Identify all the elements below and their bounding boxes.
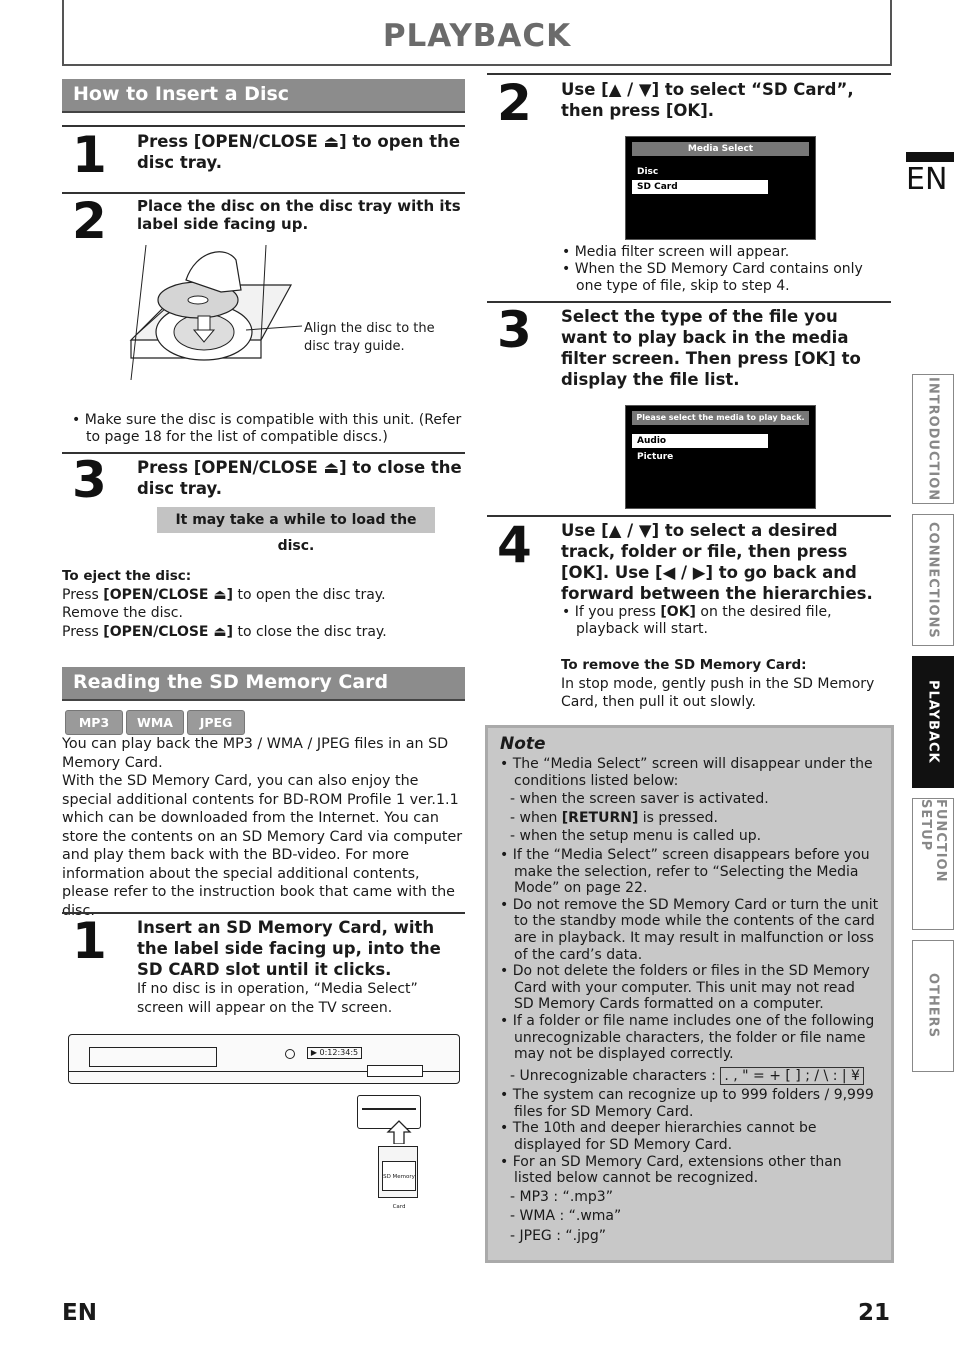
unrecognizable-chars: . , " = + [ ] ; / \ : | ¥ — [720, 1067, 864, 1085]
step-number: 3 — [72, 451, 107, 509]
button-ref: [RETURN] — [561, 809, 639, 826]
tab-label: CONNECTIONS — [925, 521, 941, 639]
tab-introduction[interactable] — [912, 374, 954, 504]
format-badges — [65, 710, 248, 735]
illustration-caption: Align the disc to the disc tray guide. — [304, 321, 435, 354]
remove-text: In stop mode, gently push in the SD Memory Card, then pull it out slowly. — [561, 675, 875, 710]
menu-item-sd-card[interactable]: SD Card — [632, 180, 768, 194]
bullet-text: Media filter screen will appear. — [574, 244, 790, 260]
step-number: 1 — [72, 126, 107, 184]
list-item: • Media filter screen will appear. — [562, 244, 790, 260]
page-title-box — [62, 0, 892, 66]
step-number: 4 — [497, 516, 532, 574]
sub-text: when the setup menu is called up. — [519, 828, 762, 845]
bullet-text: For an SD Memory Card, extensions other than listed below cannot be recognized. — [512, 1153, 842, 1187]
tab-playback[interactable] — [912, 656, 954, 788]
list-item: • If the “Media Select” screen disappears before you make the selection, refer to “Selecting the Media Mode” on page 22. — [500, 846, 870, 897]
list-subitem: - Unrecognizable characters : . , " = + [ ] ; / \ : | ¥ — [500, 1068, 879, 1085]
sub-text: MP3 : “.mp3” — [519, 1188, 613, 1205]
eject-line-3 — [62, 623, 462, 642]
note-title: Note — [500, 734, 546, 754]
card-label: SD Memory Card — [382, 1161, 416, 1191]
bullet-text: The system can recognize up to 999 folders / 9,999 files for SD Memory Card. — [512, 1087, 874, 1120]
sub-text: Unrecognizable characters : — [519, 1067, 721, 1084]
text: on the desired file, playback will start. — [576, 604, 832, 637]
eject-title: To eject the disc: — [62, 568, 192, 584]
load-note: It may take a while to load the disc. — [157, 507, 435, 533]
eject-line-1 — [62, 586, 462, 605]
list-item: • For an SD Memory Card, extensions other than listed below cannot be recognized. — [500, 1153, 842, 1187]
badge-wma: WMA — [126, 710, 184, 735]
divider — [62, 912, 465, 914]
sd-intro — [62, 735, 467, 920]
screen-title-bar: Please select the media to play back. — [632, 411, 809, 425]
step2-bullets — [562, 244, 882, 295]
button-ref: [OPEN/CLOSE ⏏] — [103, 623, 233, 640]
note-box — [485, 725, 894, 1263]
lang-marker — [906, 152, 954, 162]
list-item: • Make sure the disc is compatible with this unit. (Refer to page 18 for the list of compatible discs.) — [72, 412, 462, 445]
step-text: Use [▲ / ▼] to select a desired track, folder or file, then press [OK]. Use [◀ / ▶] to go back and forward between the hierarchies. — [561, 521, 873, 603]
paragraph: You can play back the MP3 / WMA / JPEG files in an SD Memory Card. — [62, 736, 449, 771]
text: to close the disc tray. — [233, 623, 387, 640]
tab-label: OTHERS — [925, 973, 941, 1039]
step-text: Insert an SD Memory Card, with the label side facing up, into the SD CARD slot until it clicks. — [137, 918, 441, 979]
step-number: 3 — [497, 301, 532, 359]
text: If you press — [574, 604, 661, 620]
button-ref: [OPEN/CLOSE ⏏] — [103, 586, 233, 603]
list-subitem: - when the setup menu is called up. — [510, 828, 762, 845]
tab-connections[interactable] — [912, 514, 954, 646]
eject-line-2: Remove the disc. — [62, 605, 183, 621]
list-subitem: - WMA : “.wma” — [510, 1208, 622, 1225]
sd-slot — [367, 1065, 423, 1077]
screen-title-bar: Media Select — [632, 142, 809, 156]
list-subitem: - when the screen saver is activated. — [510, 791, 769, 808]
bullet-text: When the SD Memory Card contains only one type of file, skip to step 4. — [574, 261, 863, 294]
sd-card-illustration — [378, 1146, 418, 1210]
text: when — [519, 809, 562, 826]
remove-title: To remove the SD Memory Card: — [561, 657, 807, 673]
bullet-text: Make sure the disc is compatible with this unit. (Refer to page 18 for the list of compatible discs.) — [84, 412, 462, 445]
bullet-text: The 10th and deeper hierarchies cannot be displayed for SD Memory Card. — [512, 1120, 817, 1154]
tab-label: FUNCTION SETUP — [918, 799, 948, 883]
sub-text: JPEG : “.jpg” — [519, 1228, 607, 1245]
tab-function-setup[interactable] — [912, 798, 954, 930]
paragraph: With the SD Memory Card, you can also enjoy the special additional contents for BD-ROM Profile 1 ver.1.1 which can be downloaded from the Internet. You can store the contents on an SD Memory Card via computer and play them back with the BD-video. For more information about the special additional contents, please refer to the instruction book that came with the disc. — [62, 773, 463, 919]
step-text: Place the disc on the disc tray with its label side facing up. — [137, 197, 461, 233]
divider — [487, 515, 891, 517]
list-item: • The “Media Select” screen will disappear under the conditions listed below: — [500, 756, 873, 789]
menu-item-audio[interactable]: Audio — [632, 434, 768, 448]
divider — [487, 73, 891, 75]
text: Press — [62, 586, 104, 603]
divider — [487, 301, 891, 303]
bullet-text: The “Media Select” screen will disappear under the conditions listed below: — [512, 756, 873, 789]
text: is pressed. — [638, 809, 718, 826]
step-number: 1 — [72, 912, 107, 970]
badge-mp3: MP3 — [65, 710, 123, 735]
sub-text: WMA : “.wma” — [519, 1208, 622, 1225]
note-list — [500, 756, 879, 1245]
disc-tray-illustration — [126, 240, 306, 388]
text: Press — [62, 623, 104, 640]
tab-label: INTRODUCTION — [925, 376, 941, 502]
list-item: • If you press [OK] on the desired file, playback will start. — [562, 604, 832, 637]
slot-line — [362, 1108, 416, 1110]
section-heading-insert-disc: How to Insert a Disc — [62, 79, 465, 113]
tab-label: PLAYBACK — [925, 680, 941, 764]
player-illustration — [68, 1034, 460, 1084]
insert-arrow-icon — [386, 1120, 412, 1144]
step-subtext: If no disc is in operation, “Media Select” screen will appear on the TV screen. — [137, 981, 418, 1016]
page-number: 21 — [858, 1300, 891, 1326]
footer-lang: EN — [62, 1300, 97, 1326]
step-text: Press [OPEN/CLOSE ⏏] to open the disc tray. — [137, 132, 461, 172]
step-text: Press [OPEN/CLOSE ⏏] to close the disc tray. — [137, 458, 462, 498]
media-filter-screen — [625, 405, 816, 509]
list-subitem: - MP3 : “.mp3” — [510, 1188, 613, 1205]
divider — [62, 452, 465, 454]
media-select-screen — [625, 136, 816, 240]
list-item: • Do not delete the folders or files in the SD Memory Card with your computer. This unit may not read SD Memory Cards formatted on a computer. — [500, 963, 870, 1013]
power-icon — [285, 1049, 295, 1059]
page-title: PLAYBACK — [382, 18, 572, 54]
sub-text: when the screen saver is activated. — [519, 791, 769, 808]
bullet-text: Do not delete the folders or files in the SD Memory Card with your computer. This unit may not read SD Memory Cards formatted on a computer. — [512, 963, 870, 1013]
list-item: • Do not remove the SD Memory Card or turn the unit to the standby mode while the contents of the card are in playback. It may result in malfunction or loss of the card’s data. — [500, 896, 879, 963]
section-heading-sd-card: Reading the SD Memory Card — [62, 667, 465, 701]
divider — [62, 192, 465, 194]
list-item: • When the SD Memory Card contains only one type of file, skip to step 4. — [562, 261, 863, 294]
list-subitem: - when [RETURN] is pressed. — [510, 809, 718, 826]
menu-item-picture[interactable]: Picture — [637, 452, 674, 462]
button-ref: [OK] — [660, 604, 696, 620]
tab-others[interactable] — [912, 940, 954, 1072]
bullet-text: If a folder or file name includes one of the following unrecognizable characters, the folder or file name may not be displayed correctly. — [512, 1012, 875, 1063]
step-text: Select the type of the file you want to play back in the media filter screen. Then press [OK] to display the file list. — [561, 307, 861, 389]
bullet-text: If the “Media Select” screen disappears before you make the selection, refer to “Selecting the Media Mode” on page 22. — [512, 846, 870, 897]
list-item: • The system can recognize up to 999 folders / 9,999 files for SD Memory Card. — [500, 1087, 874, 1120]
badge-jpeg: JPEG — [187, 710, 245, 735]
eject-instructions — [62, 567, 462, 641]
list-item: • If a folder or file name includes one of the following unrecognizable characters, the folder or file name may not be displayed correctly. — [500, 1012, 875, 1063]
lang-code: EN — [906, 162, 948, 197]
display-readout: ▶ 0:12:34:5 — [307, 1047, 362, 1059]
list-item: • The 10th and deeper hierarchies cannot be displayed for SD Memory Card. — [500, 1120, 817, 1154]
list-subitem: - JPEG : “.jpg” — [510, 1228, 607, 1245]
step-number: 2 — [72, 192, 107, 250]
step-number: 2 — [497, 74, 532, 132]
disc-slot — [89, 1047, 217, 1067]
divider — [62, 125, 465, 127]
text: to open the disc tray. — [233, 586, 386, 603]
bullet-text: Do not remove the SD Memory Card or turn the unit to the standby mode while the contents of the card are in playback. It may result in malfunction or loss of the card’s data. — [512, 896, 879, 963]
menu-item-disc[interactable]: Disc — [637, 167, 659, 177]
remove-instructions — [561, 656, 886, 712]
step-text: Use [▲ / ▼] to select “SD Card”, then press [OK]. — [561, 80, 854, 120]
